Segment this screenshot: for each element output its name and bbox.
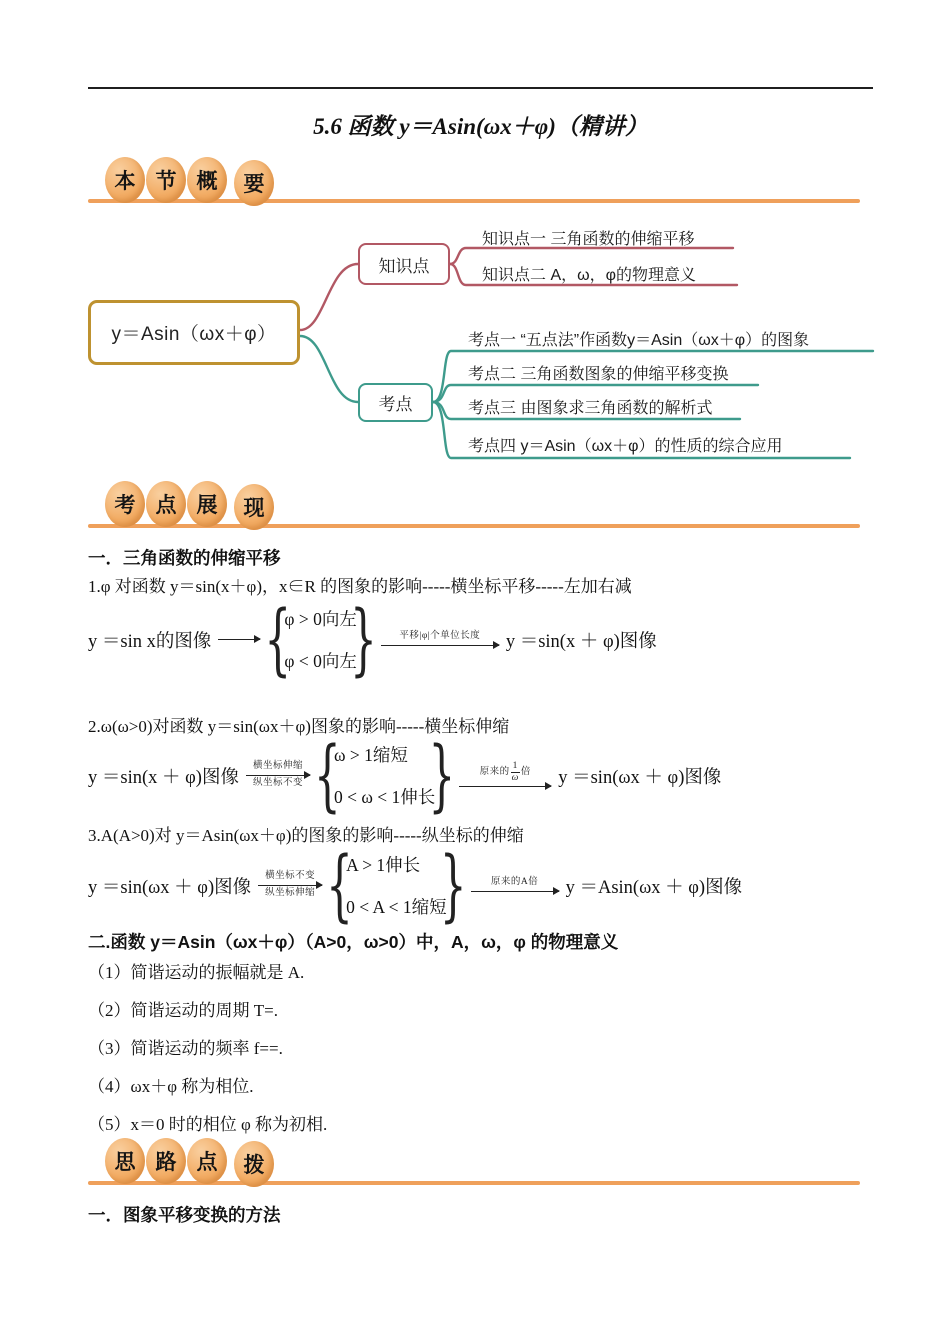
- list-item: （4）ωx＋φ 称为相位.: [88, 1077, 254, 1096]
- badge-char: 思: [105, 1138, 145, 1184]
- arrow-label-top: 横坐标伸缩: [252, 760, 303, 771]
- badge-char: 现: [234, 484, 274, 530]
- badge-char: 要: [234, 160, 274, 206]
- paragraph-phi-effect: 1.φ 对函数 y＝sin(x＋φ)，x∈R 的图象的影响-----横坐标平移-----左加右减: [88, 577, 632, 596]
- arrow-label-bottom: 纵坐标不变: [252, 778, 303, 789]
- top-rule: [88, 87, 873, 89]
- paragraph-omega-effect: 2.ω(ω>0)对函数 y＝sin(ωx＋φ)图象的影响-----横坐标伸缩: [88, 717, 510, 736]
- arrow-label: 原来的A倍: [490, 876, 539, 887]
- formula-lhs: y ＝sin x的图像: [88, 631, 212, 652]
- heading-physical-meaning: 二.函数 y＝Asin（ωx＋φ）（A>0，ω>0）中，A，ω，φ 的物理意义: [88, 932, 619, 952]
- arrow-label-bottom: 纵坐标伸缩: [265, 888, 316, 899]
- label-prefix: 原来的: [479, 766, 510, 777]
- section-badge-overview: [105, 157, 275, 203]
- fraction: [511, 762, 520, 784]
- heading-translation-method: 一．图象平移变换的方法: [88, 1205, 281, 1225]
- formula-amplitude-scaling: [88, 844, 742, 927]
- list-item: （3）简谐运动的频率 f==.: [88, 1039, 283, 1058]
- formula-rhs: y ＝sin(ωx ＋ φ)图像: [558, 767, 722, 788]
- list-item: （1）简谐运动的振幅就是 A.: [88, 963, 305, 982]
- formula-phi-translation: [88, 598, 657, 681]
- physical-meaning-list: [88, 958, 873, 1148]
- case-line: φ < 0向左: [284, 651, 357, 671]
- fraction-numerator: 1: [511, 762, 520, 774]
- list-item: （5）x＝0 时的相位 φ 称为初相.: [88, 1115, 328, 1134]
- badge-char: 概: [187, 157, 227, 203]
- arrow-label-fraction: [480, 762, 531, 784]
- case-line: { ω > 1缩短: [333, 745, 408, 765]
- badge-char: 拨: [234, 1141, 274, 1187]
- case-block: [329, 844, 463, 927]
- mindmap: [85, 222, 875, 470]
- labeled-arrow: [471, 877, 559, 894]
- mindmap-leaf: 知识点二 A，ω，φ的物理意义: [482, 267, 696, 284]
- labeled-arrow: [381, 631, 499, 648]
- mindmap-leaf: 考点一 “五点法”作函数y＝Asin（ωx＋φ）的图象: [468, 332, 810, 349]
- badge-char: 点: [187, 1138, 227, 1184]
- badge-char: 展: [187, 481, 227, 527]
- case-line: { φ > 0向左: [284, 609, 357, 629]
- case-line: 0 < A < 1缩短: [346, 897, 447, 917]
- formula-lhs: y ＝sin(x ＋ φ)图像: [88, 767, 239, 788]
- arrow: [218, 637, 260, 642]
- section-badge-spotlight: [105, 481, 275, 527]
- case-block: [317, 734, 452, 817]
- formula-lhs: y ＝sin(ωx ＋ φ)图像: [88, 877, 252, 898]
- formula-omega-scaling: [88, 734, 721, 817]
- case-line: 0 < ω < 1伸长: [333, 787, 436, 807]
- paragraph-amplitude-effect: 3.A(A>0)对 y＝Asin(ωx＋φ)的图象的影响-----纵坐标的伸缩: [88, 826, 524, 845]
- fraction-denominator: ω: [511, 773, 519, 784]
- mindmap-knowledge-node: 知识点: [358, 243, 450, 285]
- mindmap-root-node: y＝Asin（ωx＋φ）: [88, 300, 300, 365]
- badge-char: 本: [105, 157, 145, 203]
- badge-char: 点: [146, 481, 186, 527]
- label-suffix: 倍: [520, 766, 531, 777]
- labeled-arrow: [459, 762, 551, 789]
- mindmap-leaf: 考点三 由图象求三角函数的解析式: [468, 400, 713, 417]
- case-block: [267, 598, 373, 681]
- page-title: 5.6 函数 y＝Asin(ωx＋φ)（精讲）: [313, 114, 648, 139]
- list-item: （2）简谐运动的周期 T=.: [88, 1001, 278, 1020]
- labeled-arrow: [258, 871, 322, 900]
- mindmap-leaf: 知识点一 三角函数的伸缩平移: [482, 231, 695, 248]
- heading-stretch-translate: 一．三角函数的伸缩平移: [88, 548, 281, 568]
- mindmap-exam-node: 考点: [358, 383, 433, 422]
- mindmap-leaf: 考点二 三角函数图象的伸缩平移变换: [468, 366, 729, 383]
- case-line: { A > 1伸长: [346, 855, 421, 875]
- formula-rhs: y ＝sin(x ＋ φ)图像: [505, 631, 657, 652]
- labeled-arrow: [246, 761, 310, 790]
- mindmap-leaf: 考点四 y＝Asin（ωx＋φ）的性质的综合应用: [468, 438, 783, 455]
- formula-rhs: y ＝Asin(ωx ＋ φ)图像: [565, 877, 743, 898]
- section-badge-hints: [105, 1138, 275, 1184]
- arrow-label: 平移|φ|个单位长度: [399, 630, 481, 641]
- badge-char: 路: [146, 1138, 186, 1184]
- badge-char: 节: [146, 157, 186, 203]
- badge-char: 考: [105, 481, 145, 527]
- arrow-label-top: 横坐标不变: [265, 870, 316, 881]
